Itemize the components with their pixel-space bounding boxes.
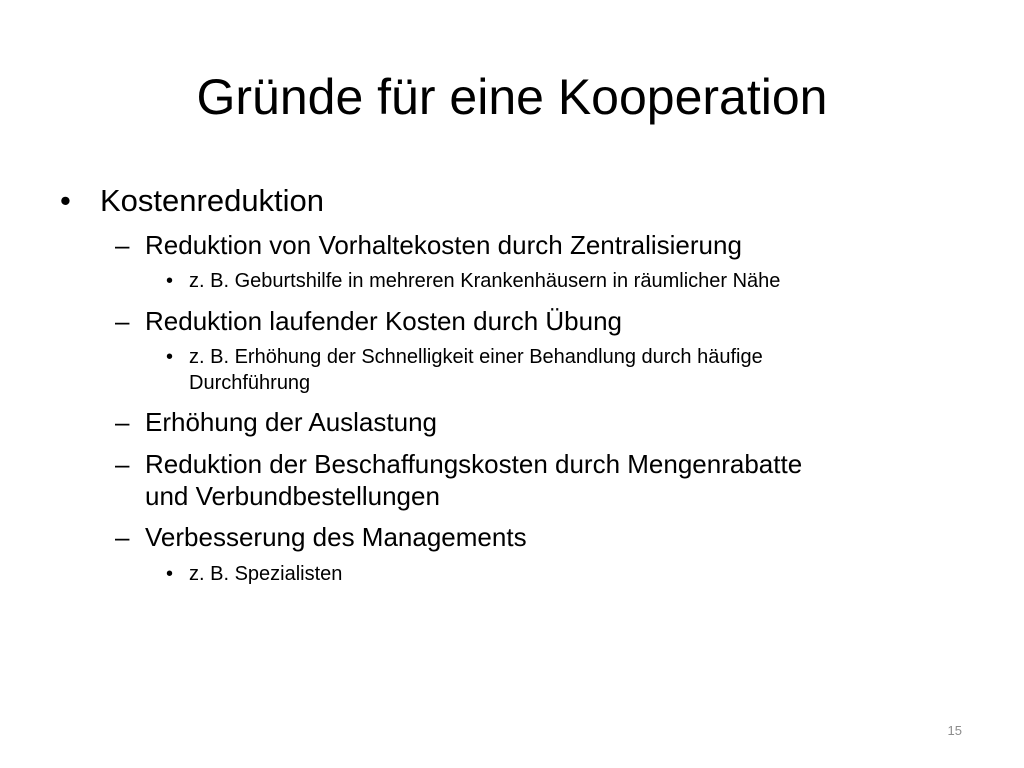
subsubbullet-schnelligkeit-line1: z. B. Erhöhung der Schnelligkeit einer Behandlung durch häufige xyxy=(189,346,763,368)
bullet-marker: • xyxy=(166,270,174,292)
subbullet-laufende-kosten: Reduktion laufender Kosten durch Übung xyxy=(145,306,622,336)
bullet-marker: • xyxy=(60,183,71,218)
bullet-marker: • xyxy=(166,563,174,585)
subbullet-beschaffungskosten-line1: Reduktion der Beschaffungskosten durch Mengenrabatte xyxy=(145,449,803,479)
bullet-marker: • xyxy=(166,346,174,368)
page-number: 15 xyxy=(947,723,962,738)
dash-marker: – xyxy=(115,230,130,260)
subbullet-vorhaltekosten: Reduktion von Vorhaltekosten durch Zentralisierung xyxy=(145,230,742,260)
subsubbullet-schnelligkeit-line2: Durchführung xyxy=(189,372,311,394)
dash-marker: – xyxy=(115,449,130,479)
subsubbullet-geburtshilfe: z. B. Geburtshilfe in mehreren Krankenhäusern in räumlicher Nähe xyxy=(189,270,781,292)
bullet-kostenreduktion: Kostenreduktion xyxy=(100,183,325,218)
subbullet-beschaffungskosten-line2: und Verbundbestellungen xyxy=(145,481,440,511)
dash-marker: – xyxy=(115,407,130,437)
dash-marker: – xyxy=(115,306,130,336)
subbullet-auslastung: Erhöhung der Auslastung xyxy=(145,407,437,437)
subsubbullet-spezialisten: z. B. Spezialisten xyxy=(189,563,343,585)
dash-marker: – xyxy=(115,522,130,552)
slide-title: Gründe für eine Kooperation xyxy=(196,69,828,125)
subbullet-management: Verbesserung des Managements xyxy=(145,522,527,552)
